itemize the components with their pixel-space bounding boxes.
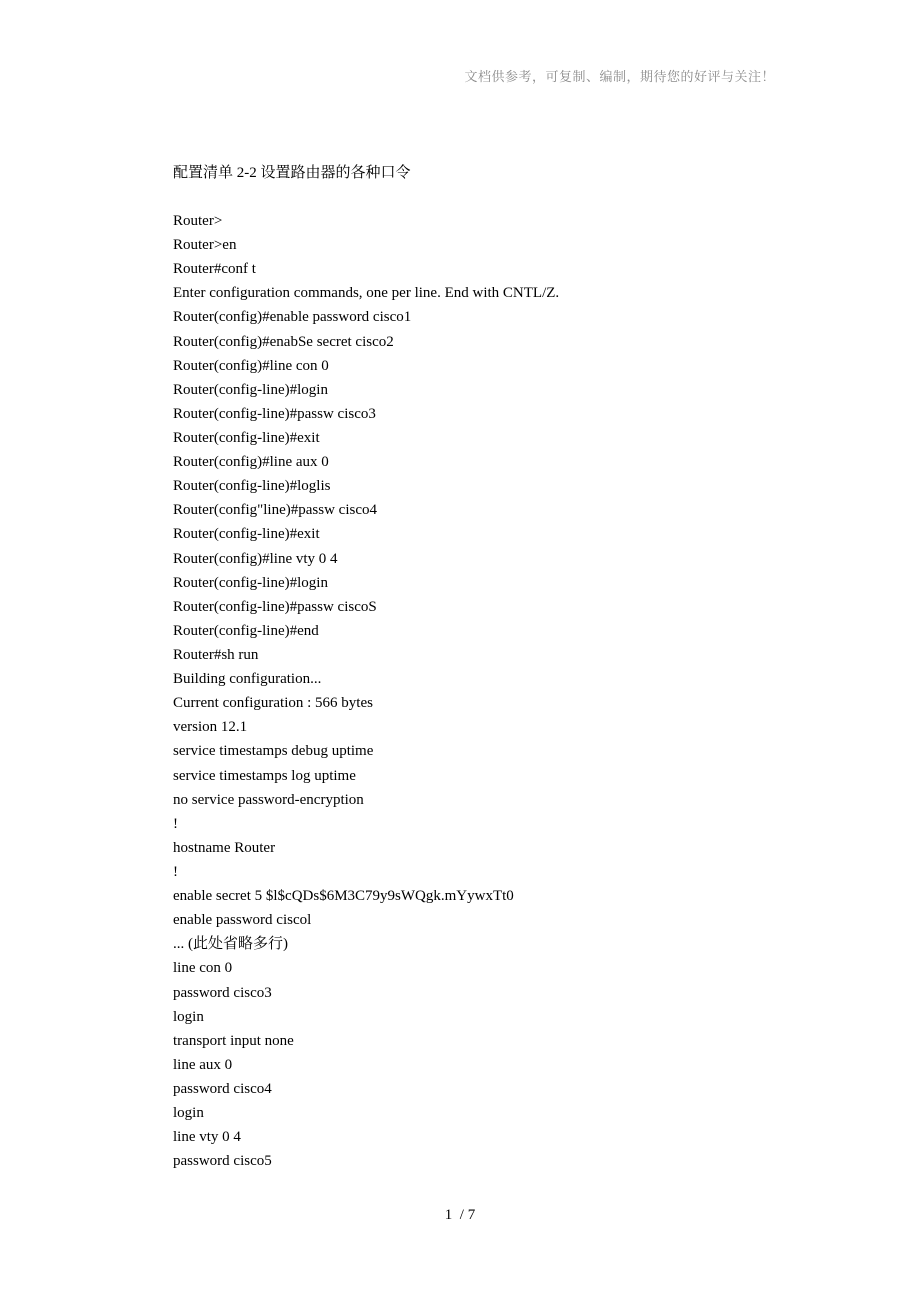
config-line: Router(config-line)#login	[173, 381, 328, 398]
config-line: password cisco3	[173, 984, 272, 1001]
config-line: Router(config-line)#loglis	[173, 478, 331, 495]
config-line: line vty 0 4	[173, 1129, 241, 1146]
config-line: Router(config-line)#passw cisco3	[173, 405, 376, 422]
config-line: Router(config"line)#passw cisco4	[173, 502, 377, 519]
config-line: enable secret 5 $l$cQDs$6M3C79y9sWQgk.mYywxTt0	[173, 888, 514, 905]
config-line: !	[173, 863, 178, 880]
config-line: login	[173, 1105, 204, 1122]
config-line: password cisco4	[173, 1080, 272, 1097]
config-line: Router(config-line)#login	[173, 574, 328, 591]
config-line: version 12.1	[173, 719, 248, 736]
config-line: Building configuration...	[173, 671, 322, 688]
config-listing	[173, 211, 559, 1175]
header-note: 文档供参考，可复制、编制，期待您的好评与关注！	[464, 69, 775, 84]
config-line: hostname Router	[173, 839, 276, 856]
config-list-title: 配置清单 2-2 设置路由器的各种口令	[173, 165, 411, 181]
config-line: enable password ciscol	[173, 912, 312, 929]
config-line: Router(config)#enable password cisco1	[173, 309, 412, 326]
config-line: password cisco5	[173, 1153, 272, 1170]
config-line: Router#sh run	[173, 646, 259, 663]
config-line: !	[173, 815, 178, 832]
config-line: no service password-encryption	[173, 791, 364, 808]
config-line: service timestamps debug uptime	[173, 743, 374, 760]
config-line: line con 0	[173, 960, 233, 977]
config-line: line aux 0	[173, 1056, 233, 1073]
config-line: login	[173, 1008, 204, 1025]
config-line: Router(config-line)#exit	[173, 526, 320, 543]
config-line: Enter configuration commands, one per line. End with CNTL/Z.	[173, 285, 560, 302]
config-line: service timestamps log uptime	[173, 767, 356, 784]
page-number: 1 / 7	[444, 1207, 476, 1223]
config-line: Router>en	[173, 237, 237, 254]
config-line: Router#conf t	[173, 261, 256, 278]
config-line: ... (此处省略多行)	[173, 936, 288, 953]
config-line: Router(config)#line aux 0	[173, 454, 329, 471]
config-line: Router(config-line)#exit	[173, 429, 320, 446]
config-line: Router>	[173, 213, 223, 229]
config-line: Router(config-line)#passw ciscoS	[173, 598, 377, 615]
config-line: Router(config-line)#end	[173, 622, 319, 639]
config-line: Router(config)#enabSe secret cisco2	[173, 333, 394, 350]
config-line: Router(config)#line con 0	[173, 357, 329, 374]
config-line: Current configuration : 566 bytes	[173, 695, 373, 712]
config-line: Router(config)#line vty 0 4	[173, 550, 338, 567]
config-line: transport input none	[173, 1032, 294, 1049]
